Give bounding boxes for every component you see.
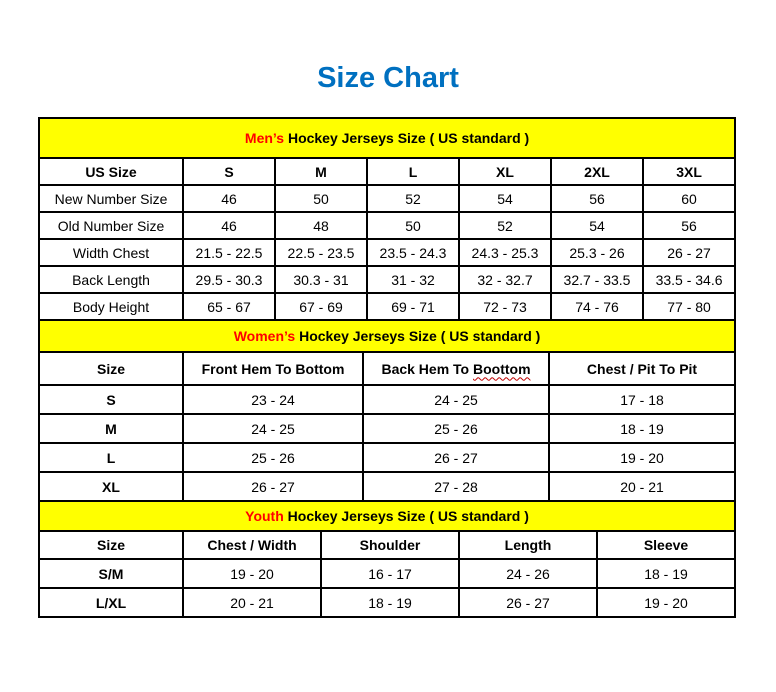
row-label-cell: L/XL bbox=[39, 588, 183, 617]
table-row bbox=[39, 385, 735, 414]
size-value-cell: 56 bbox=[551, 185, 643, 212]
table-row bbox=[39, 239, 735, 266]
size-value-cell: 46 bbox=[183, 212, 275, 239]
size-value-cell: 30.3 - 31 bbox=[275, 266, 367, 293]
size-value-cell: 24 - 26 bbox=[459, 559, 597, 588]
table-row bbox=[39, 559, 735, 588]
column-header-cell: XL bbox=[459, 158, 551, 185]
table-row bbox=[39, 212, 735, 239]
size-value-cell: 26 - 27 bbox=[643, 239, 735, 266]
size-value-cell: 54 bbox=[459, 185, 551, 212]
youth-band-text: Hockey Jerseys Size ( US standard ) bbox=[283, 508, 529, 524]
row-label-cell: New Number Size bbox=[39, 185, 183, 212]
youth-header-row bbox=[39, 531, 735, 559]
table-row bbox=[39, 472, 735, 501]
row-label-cell: S/M bbox=[39, 559, 183, 588]
column-header-cell: Size bbox=[39, 352, 183, 385]
column-header-cell: Chest / Width bbox=[183, 531, 321, 559]
column-header-cell: 2XL bbox=[551, 158, 643, 185]
mens-header-row bbox=[39, 158, 735, 185]
size-value-cell: 24 - 25 bbox=[183, 414, 363, 443]
mens-band-text: Hockey Jerseys Size ( US standard ) bbox=[284, 130, 530, 146]
row-label-cell: XL bbox=[39, 472, 183, 501]
size-value-cell: 32 - 32.7 bbox=[459, 266, 551, 293]
mens-section-title bbox=[39, 118, 735, 158]
row-label-cell: Body Height bbox=[39, 293, 183, 320]
column-header-cell: US Size bbox=[39, 158, 183, 185]
size-value-cell: 48 bbox=[275, 212, 367, 239]
row-label-cell: S bbox=[39, 385, 183, 414]
womens-band-highlight: Women’s bbox=[233, 328, 296, 344]
womens-section-band bbox=[39, 320, 735, 352]
size-value-cell: 32.7 - 33.5 bbox=[551, 266, 643, 293]
womens-section-title bbox=[39, 320, 735, 352]
size-value-cell: 26 - 27 bbox=[363, 443, 549, 472]
womens-header-row bbox=[39, 352, 735, 385]
mens-size-table bbox=[38, 117, 736, 321]
size-value-cell: 19 - 20 bbox=[549, 443, 735, 472]
size-value-cell: 29.5 - 30.3 bbox=[183, 266, 275, 293]
size-value-cell: 24.3 - 25.3 bbox=[459, 239, 551, 266]
size-value-cell: 20 - 21 bbox=[549, 472, 735, 501]
youth-size-table bbox=[38, 500, 736, 618]
size-value-cell: 67 - 69 bbox=[275, 293, 367, 320]
size-value-cell: 65 - 67 bbox=[183, 293, 275, 320]
column-header-cell bbox=[363, 352, 549, 385]
size-value-cell: 25 - 26 bbox=[183, 443, 363, 472]
size-value-cell: 26 - 27 bbox=[459, 588, 597, 617]
column-header-cell: L bbox=[367, 158, 459, 185]
youth-section-band bbox=[39, 501, 735, 531]
mens-section-band bbox=[39, 118, 735, 158]
size-value-cell: 22.5 - 23.5 bbox=[275, 239, 367, 266]
column-header-cell: Front Hem To Bottom bbox=[183, 352, 363, 385]
womens-size-table bbox=[38, 319, 736, 502]
back-hem-label-prefix: Back Hem To bbox=[381, 360, 473, 377]
row-label-cell: Width Chest bbox=[39, 239, 183, 266]
table-row bbox=[39, 266, 735, 293]
size-value-cell: 46 bbox=[183, 185, 275, 212]
size-value-cell: 21.5 - 22.5 bbox=[183, 239, 275, 266]
size-value-cell: 23 - 24 bbox=[183, 385, 363, 414]
size-value-cell: 50 bbox=[275, 185, 367, 212]
size-value-cell: 74 - 76 bbox=[551, 293, 643, 320]
column-header-cell: 3XL bbox=[643, 158, 735, 185]
table-row bbox=[39, 443, 735, 472]
size-value-cell: 25 - 26 bbox=[363, 414, 549, 443]
row-label-cell: L bbox=[39, 443, 183, 472]
size-value-cell: 17 - 18 bbox=[549, 385, 735, 414]
youth-band-highlight: Youth bbox=[245, 508, 284, 524]
size-value-cell: 52 bbox=[367, 185, 459, 212]
size-value-cell: 18 - 19 bbox=[549, 414, 735, 443]
size-value-cell: 19 - 20 bbox=[183, 559, 321, 588]
table-row bbox=[39, 185, 735, 212]
size-value-cell: 60 bbox=[643, 185, 735, 212]
column-header-cell: M bbox=[275, 158, 367, 185]
table-row bbox=[39, 293, 735, 320]
size-value-cell: 24 - 25 bbox=[363, 385, 549, 414]
table-row bbox=[39, 588, 735, 617]
youth-section-title bbox=[39, 501, 735, 531]
size-value-cell: 18 - 19 bbox=[597, 559, 735, 588]
size-value-cell: 19 - 20 bbox=[597, 588, 735, 617]
row-label-cell: Back Length bbox=[39, 266, 183, 293]
column-header-cell: S bbox=[183, 158, 275, 185]
column-header-cell: Size bbox=[39, 531, 183, 559]
column-header-cell: Shoulder bbox=[321, 531, 459, 559]
size-value-cell: 25.3 - 26 bbox=[551, 239, 643, 266]
mens-band-highlight: Men’s bbox=[244, 130, 285, 146]
size-value-cell: 72 - 73 bbox=[459, 293, 551, 320]
table-row bbox=[39, 414, 735, 443]
size-value-cell: 26 - 27 bbox=[183, 472, 363, 501]
size-value-cell: 77 - 80 bbox=[643, 293, 735, 320]
size-value-cell: 69 - 71 bbox=[367, 293, 459, 320]
row-label-cell: Old Number Size bbox=[39, 212, 183, 239]
size-value-cell: 23.5 - 24.3 bbox=[367, 239, 459, 266]
size-value-cell: 54 bbox=[551, 212, 643, 239]
size-value-cell: 52 bbox=[459, 212, 551, 239]
row-label-cell: M bbox=[39, 414, 183, 443]
size-value-cell: 20 - 21 bbox=[183, 588, 321, 617]
womens-band-text: Hockey Jerseys Size ( US standard ) bbox=[295, 328, 541, 344]
size-value-cell: 31 - 32 bbox=[367, 266, 459, 293]
size-value-cell: 18 - 19 bbox=[321, 588, 459, 617]
column-header-cell: Length bbox=[459, 531, 597, 559]
column-header-cell: Chest / Pit To Pit bbox=[549, 352, 735, 385]
misspelled-word: Boottom bbox=[473, 360, 531, 377]
size-value-cell: 50 bbox=[367, 212, 459, 239]
size-value-cell: 33.5 - 34.6 bbox=[643, 266, 735, 293]
page-title: Size Chart bbox=[317, 62, 459, 94]
size-value-cell: 16 - 17 bbox=[321, 559, 459, 588]
size-value-cell: 27 - 28 bbox=[363, 472, 549, 501]
column-header-cell: Sleeve bbox=[597, 531, 735, 559]
size-value-cell: 56 bbox=[643, 212, 735, 239]
